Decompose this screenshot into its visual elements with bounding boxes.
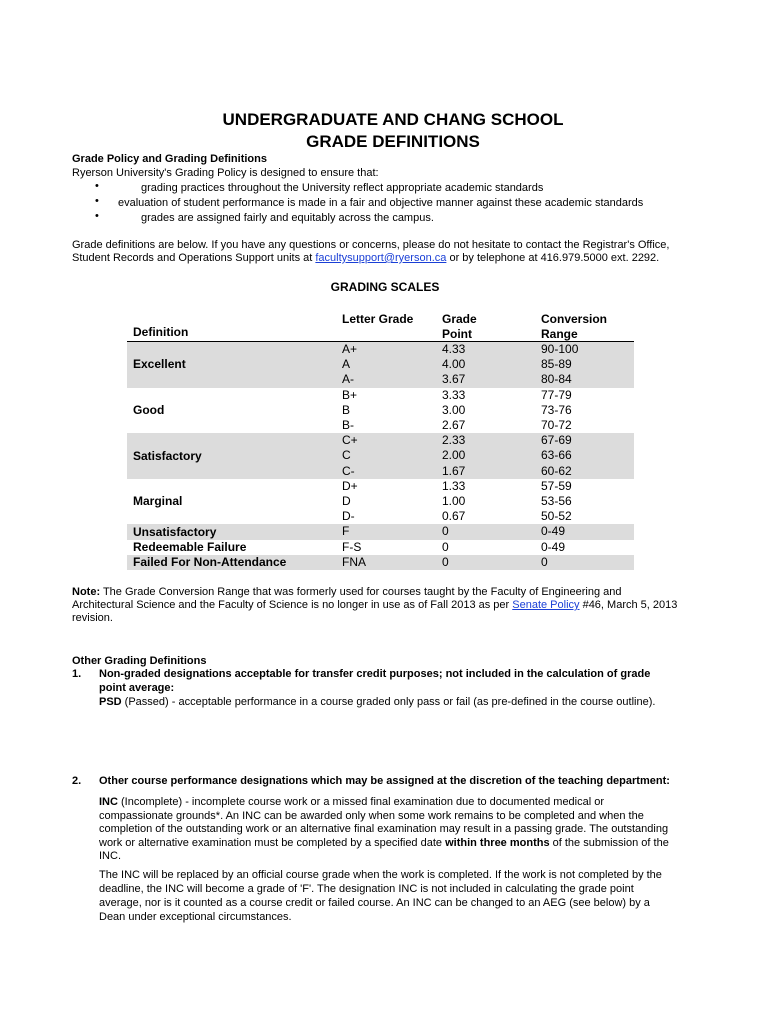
letter-grade-cell: FNA: [342, 554, 366, 569]
grade-point-cell: 0: [442, 554, 449, 569]
definition-label: Marginal: [133, 494, 183, 509]
inc-text: (Incomplete) - incomplete course work or a missed final examination due to documented medical or: [117, 796, 605, 808]
bullet-marker: •: [95, 210, 99, 222]
item2-number: 2.: [72, 775, 82, 787]
letter-grade-cell: F: [342, 524, 350, 539]
grade-point-cell: 0: [442, 524, 449, 539]
inc-line1: [99, 795, 604, 809]
note-line1: [72, 585, 621, 599]
grade-point-cell: 2.33: [442, 433, 466, 448]
bullet-marker: •: [95, 180, 99, 192]
conversion-range-cell: 85-89: [541, 357, 572, 372]
conversion-range-cell: 77-79: [541, 387, 572, 402]
conversion-range-cell: 90-100: [541, 342, 579, 356]
letter-grade-cell: D-: [342, 509, 355, 524]
note-line2: [72, 598, 677, 612]
letter-grade-cell: A+: [342, 342, 358, 356]
item1-title-line1: Non-graded designations acceptable for transfer credit purposes; not included in the calculation of grade: [99, 668, 651, 680]
item1-number: 1.: [72, 668, 82, 680]
inc-line2: compassionate grounds*. An INC can be awarded only when some work remains to be completed and when the: [99, 810, 644, 822]
bullet-marker: •: [95, 195, 99, 207]
conversion-range-cell: 53-56: [541, 494, 572, 508]
grade-point-cell: 0: [442, 539, 449, 554]
col-header-conversion-2: Range: [541, 327, 578, 341]
grade-point-cell: 1.33: [442, 478, 466, 493]
col-header-grade-point-2: Point: [442, 327, 472, 341]
inc-line3: completion of the outstanding work or an alternative final examination may result in a passing grade. The outstanding: [99, 823, 669, 835]
grade-point-cell: 3.67: [442, 372, 466, 387]
contact-text: Student Records and Operations Support units at: [72, 252, 316, 264]
inc-line4: [99, 836, 669, 850]
conversion-range-cell: 73-76: [541, 402, 572, 417]
letter-grade-cell: C-: [342, 463, 355, 478]
inc-para2-line4: Dean under exceptional circumstances.: [99, 911, 292, 923]
inc-text: work or alternative examination must be completed by a specified date: [99, 837, 446, 849]
col-header-conversion: Conversion: [541, 312, 608, 326]
note-line3: revision.: [72, 612, 113, 624]
inc-label: INC: [99, 796, 118, 808]
note-text: #46, March 5, 2013: [579, 599, 678, 611]
grade-point-cell: 4.00: [442, 357, 466, 372]
inc-text: of the submission of the: [549, 837, 669, 849]
inc-line5: INC.: [99, 850, 121, 862]
item2-title: Other course performance designations which may be assigned at the discretion of the teaching department:: [99, 775, 670, 787]
page-title-line2: GRADE DEFINITIONS: [306, 132, 480, 151]
conversion-range-cell: 63-66: [541, 448, 572, 463]
inc-emphasis: within three months: [445, 837, 550, 849]
grade-point-cell: 2.67: [442, 418, 466, 432]
col-header-grade-point: Grade: [442, 312, 477, 326]
col-header-definition: Definition: [133, 325, 189, 339]
inc-para2-line1: The INC will be replaced by an official course grade when the work is completed. If the work is not completed by the: [99, 869, 662, 881]
conversion-range-cell: 0: [541, 554, 548, 569]
note-label: Note:: [72, 586, 101, 598]
letter-grade-cell: A-: [342, 372, 354, 387]
definition-label: Unsatisfactory: [133, 524, 217, 539]
letter-grade-cell: F-S: [342, 539, 362, 554]
definition-label: Failed For Non-Attendance: [133, 554, 287, 569]
contact-text: or by telephone at 416.979.5000 ext. 2292.: [446, 252, 660, 264]
grade-point-cell: 0.67: [442, 509, 466, 524]
conversion-range-cell: 50-52: [541, 509, 572, 524]
note-text: The Grade Conversion Range that was formerly used for courses taught by the Faculty of Engineering and: [100, 586, 622, 598]
conversion-range-cell: 67-69: [541, 433, 572, 448]
conversion-range-cell: 80-84: [541, 372, 572, 387]
grading-scales-title: GRADING SCALES: [330, 280, 440, 294]
conversion-range-cell: 57-59: [541, 478, 572, 493]
grade-point-cell: 3.33: [442, 387, 466, 402]
grade-point-cell: 1.67: [442, 463, 466, 478]
email-link[interactable]: facultysupport@ryerson.ca: [315, 252, 447, 264]
conversion-range-cell: 0-49: [541, 524, 566, 539]
conversion-range-cell: 60-62: [541, 463, 572, 478]
definition-label: Excellent: [133, 357, 186, 372]
bullet-item: evaluation of student performance is made in a fair and objective manner against these academic standards: [118, 197, 644, 209]
senate-policy-link[interactable]: Senate Policy: [512, 599, 580, 611]
contact-line1: Grade definitions are below. If you have any questions or concerns, please do not hesitate to contact the Registrar's Office,: [72, 239, 670, 251]
page-title-line1: UNDERGRADUATE AND CHANG SCHOOL: [222, 110, 564, 129]
note-text: Architectural Science and the Faculty of Science is no longer in use as of Fall 2013 as per: [72, 599, 513, 611]
contact-line2: [72, 251, 659, 265]
other-heading: Other Grading Definitions: [72, 655, 207, 667]
grade-point-cell: 4.33: [442, 342, 466, 356]
letter-grade-cell: D: [342, 494, 351, 508]
conversion-range-cell: 70-72: [541, 418, 572, 432]
col-header-letter-grade: Letter Grade: [342, 312, 414, 326]
inc-para2-line3: average, nor is it counted as a course credit or failed course. An INC can be changed to an AEG (see below) by a: [99, 897, 650, 909]
definition-label: Satisfactory: [133, 448, 202, 463]
policy-heading: Grade Policy and Grading Definitions: [72, 153, 267, 165]
conversion-range-cell: 0-49: [541, 539, 566, 554]
definition-label: Redeemable Failure: [133, 539, 247, 554]
bullet-item: grades are assigned fairly and equitably across the campus.: [141, 212, 434, 224]
letter-grade-cell: B-: [342, 418, 354, 432]
grade-point-cell: 2.00: [442, 448, 466, 463]
letter-grade-cell: B+: [342, 387, 358, 402]
definition-label: Good: [133, 402, 165, 417]
policy-intro: Ryerson University's Grading Policy is designed to ensure that:: [72, 167, 379, 179]
letter-grade-cell: C: [342, 448, 351, 463]
letter-grade-cell: B: [342, 402, 351, 417]
letter-grade-cell: A: [342, 357, 351, 372]
grade-point-cell: 1.00: [442, 494, 466, 508]
inc-para2-line2: deadline, the INC will become a grade of 'F'. The designation INC is not included in calculating the grade point: [99, 883, 634, 895]
bullet-item: grading practices throughout the University reflect appropriate academic standards: [141, 182, 544, 194]
grade-point-cell: 3.00: [442, 402, 466, 417]
psd-label: PSD: [99, 696, 122, 708]
item1-title-line2: point average:: [99, 682, 175, 694]
psd-definition: [99, 695, 655, 709]
letter-grade-cell: D+: [342, 478, 358, 493]
letter-grade-cell: C+: [342, 433, 358, 448]
psd-text: (Passed) - acceptable performance in a course graded only pass or fail (as pre-defined in the course outline).: [121, 696, 656, 708]
